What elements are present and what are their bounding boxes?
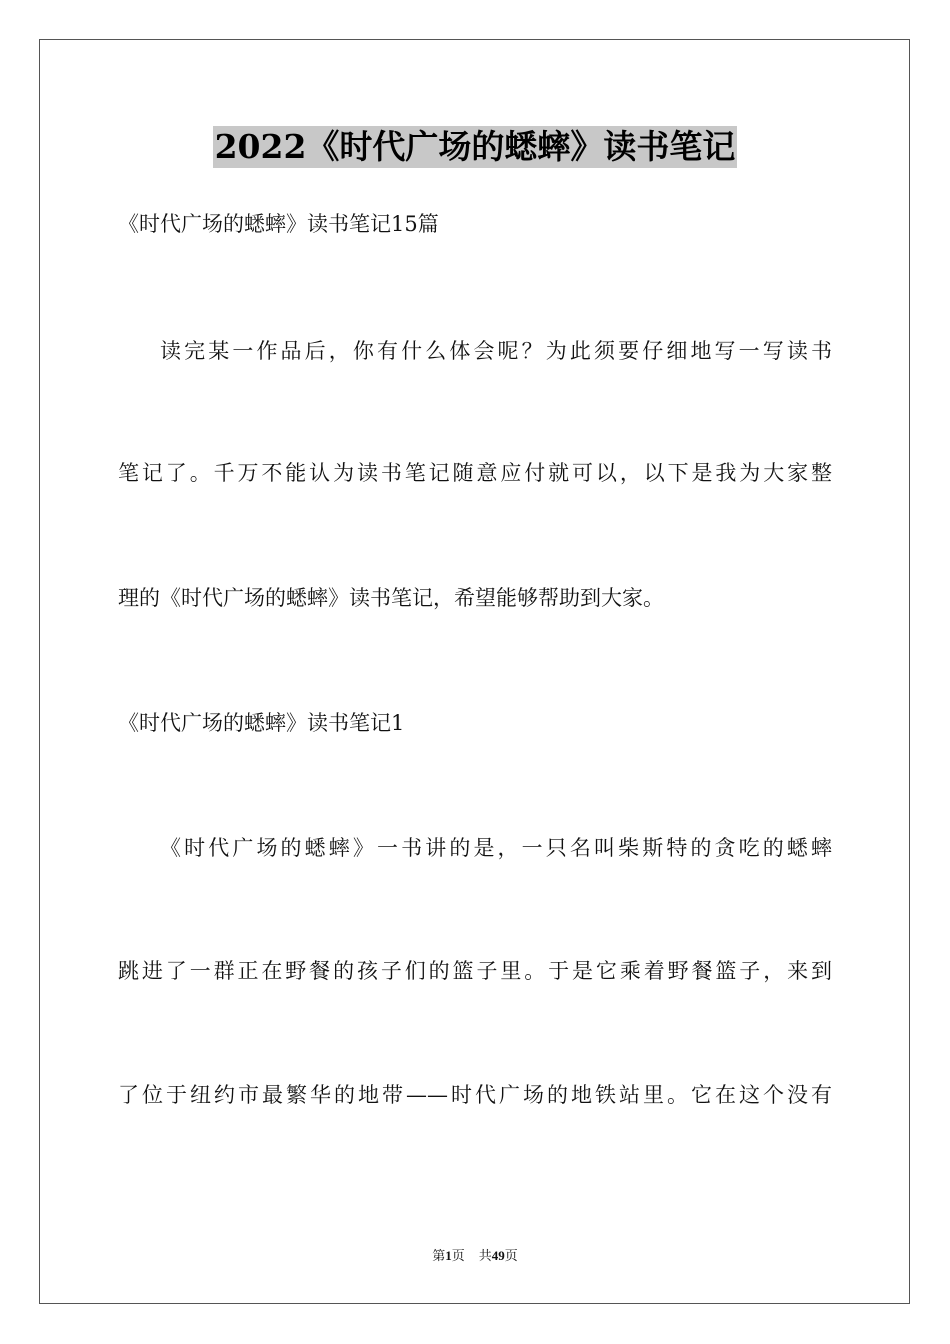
total-suffix: 页: [504, 1248, 518, 1263]
page-total: 49: [491, 1248, 505, 1263]
paragraph-line: 《时代广场的蟋蟀》一书讲的是，一只名叫柴斯特的贪吃的蟋蟀: [160, 836, 832, 860]
document-title: [0, 126, 950, 168]
document-title-text: 2022《时代广场的蟋蟀》读书笔记: [214, 127, 736, 166]
page-current: 1: [445, 1248, 452, 1263]
subtitle-line: 《时代广场的蟋蟀》读书笔记15篇: [118, 212, 439, 236]
paragraph-line: 读完某一作品后，你有什么体会呢？为此须要仔细地写一写读书: [160, 339, 832, 363]
page-prefix: 第: [432, 1248, 446, 1263]
total-prefix: 共: [478, 1248, 492, 1263]
section-heading: 《时代广场的蟋蟀》读书笔记1: [118, 711, 405, 735]
page-suffix: 页: [451, 1248, 465, 1263]
paragraph-line: 跳进了一群正在野餐的孩子们的篮子里。于是它乘着野餐篮子，来到: [118, 959, 832, 983]
paragraph-line: 了位于纽约市最繁华的地带——时代广场的地铁站里。它在这个没有: [118, 1083, 832, 1107]
paragraph-line: 笔记了。千万不能认为读书笔记随意应付就可以，以下是我为大家整: [118, 461, 832, 485]
page-footer: [0, 1247, 950, 1265]
paragraph-line: 理的《时代广场的蟋蟀》读书笔记，希望能够帮助到大家。: [118, 586, 664, 610]
